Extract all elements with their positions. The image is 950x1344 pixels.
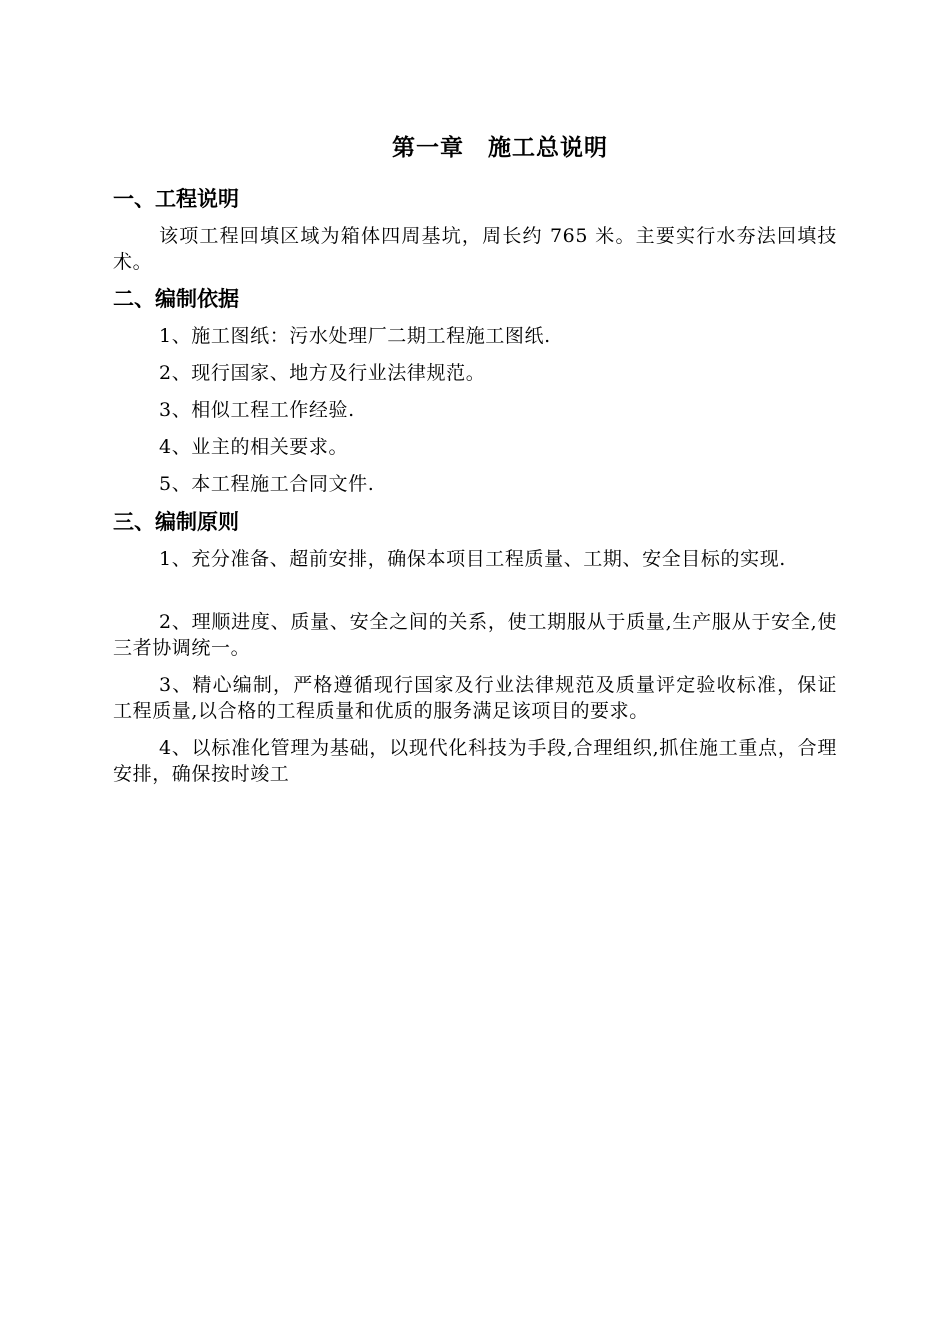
project-description-paragraph: 该项工程回填区域为箱体四周基坑，周长约 765 米。主要实行水夯法回填技术。	[113, 225, 837, 273]
basis-item: 4、业主的相关要求。	[159, 436, 349, 458]
section-heading-basis: 二、编制依据	[113, 287, 239, 311]
basis-item: 5、本工程施工合同文件.	[159, 473, 375, 495]
basis-item: 1、施工图纸：污水处理厂二期工程施工图纸.	[159, 325, 551, 347]
section-heading-principles: 三、编制原则	[113, 510, 239, 534]
basis-item: 3、相似工程工作经验.	[159, 399, 355, 421]
chapter-title: 第一章 施工总说明	[392, 135, 608, 161]
principle-paragraph: 1、充分准备、超前安排，确保本项目工程质量、工期、安全目标的实现.	[159, 548, 786, 570]
section-heading-project-description: 一、工程说明	[113, 187, 239, 211]
principle-paragraph: 4、以标准化管理为基础，以现代化科技为手段,合理组织,抓住施工重点，合理安排，确保按时竣工	[113, 737, 837, 785]
principle-paragraph: 2、理顺进度、质量、安全之间的关系，使工期服从于质量,生产服从于安全,使三者协调统一。	[113, 611, 837, 659]
basis-item: 2、现行国家、地方及行业法律规范。	[159, 362, 486, 384]
principle-paragraph: 3、精心编制，严格遵循现行国家及行业法律规范及质量评定验收标准，保证工程质量,以合格的工程质量和优质的服务满足该项目的要求。	[113, 674, 837, 722]
